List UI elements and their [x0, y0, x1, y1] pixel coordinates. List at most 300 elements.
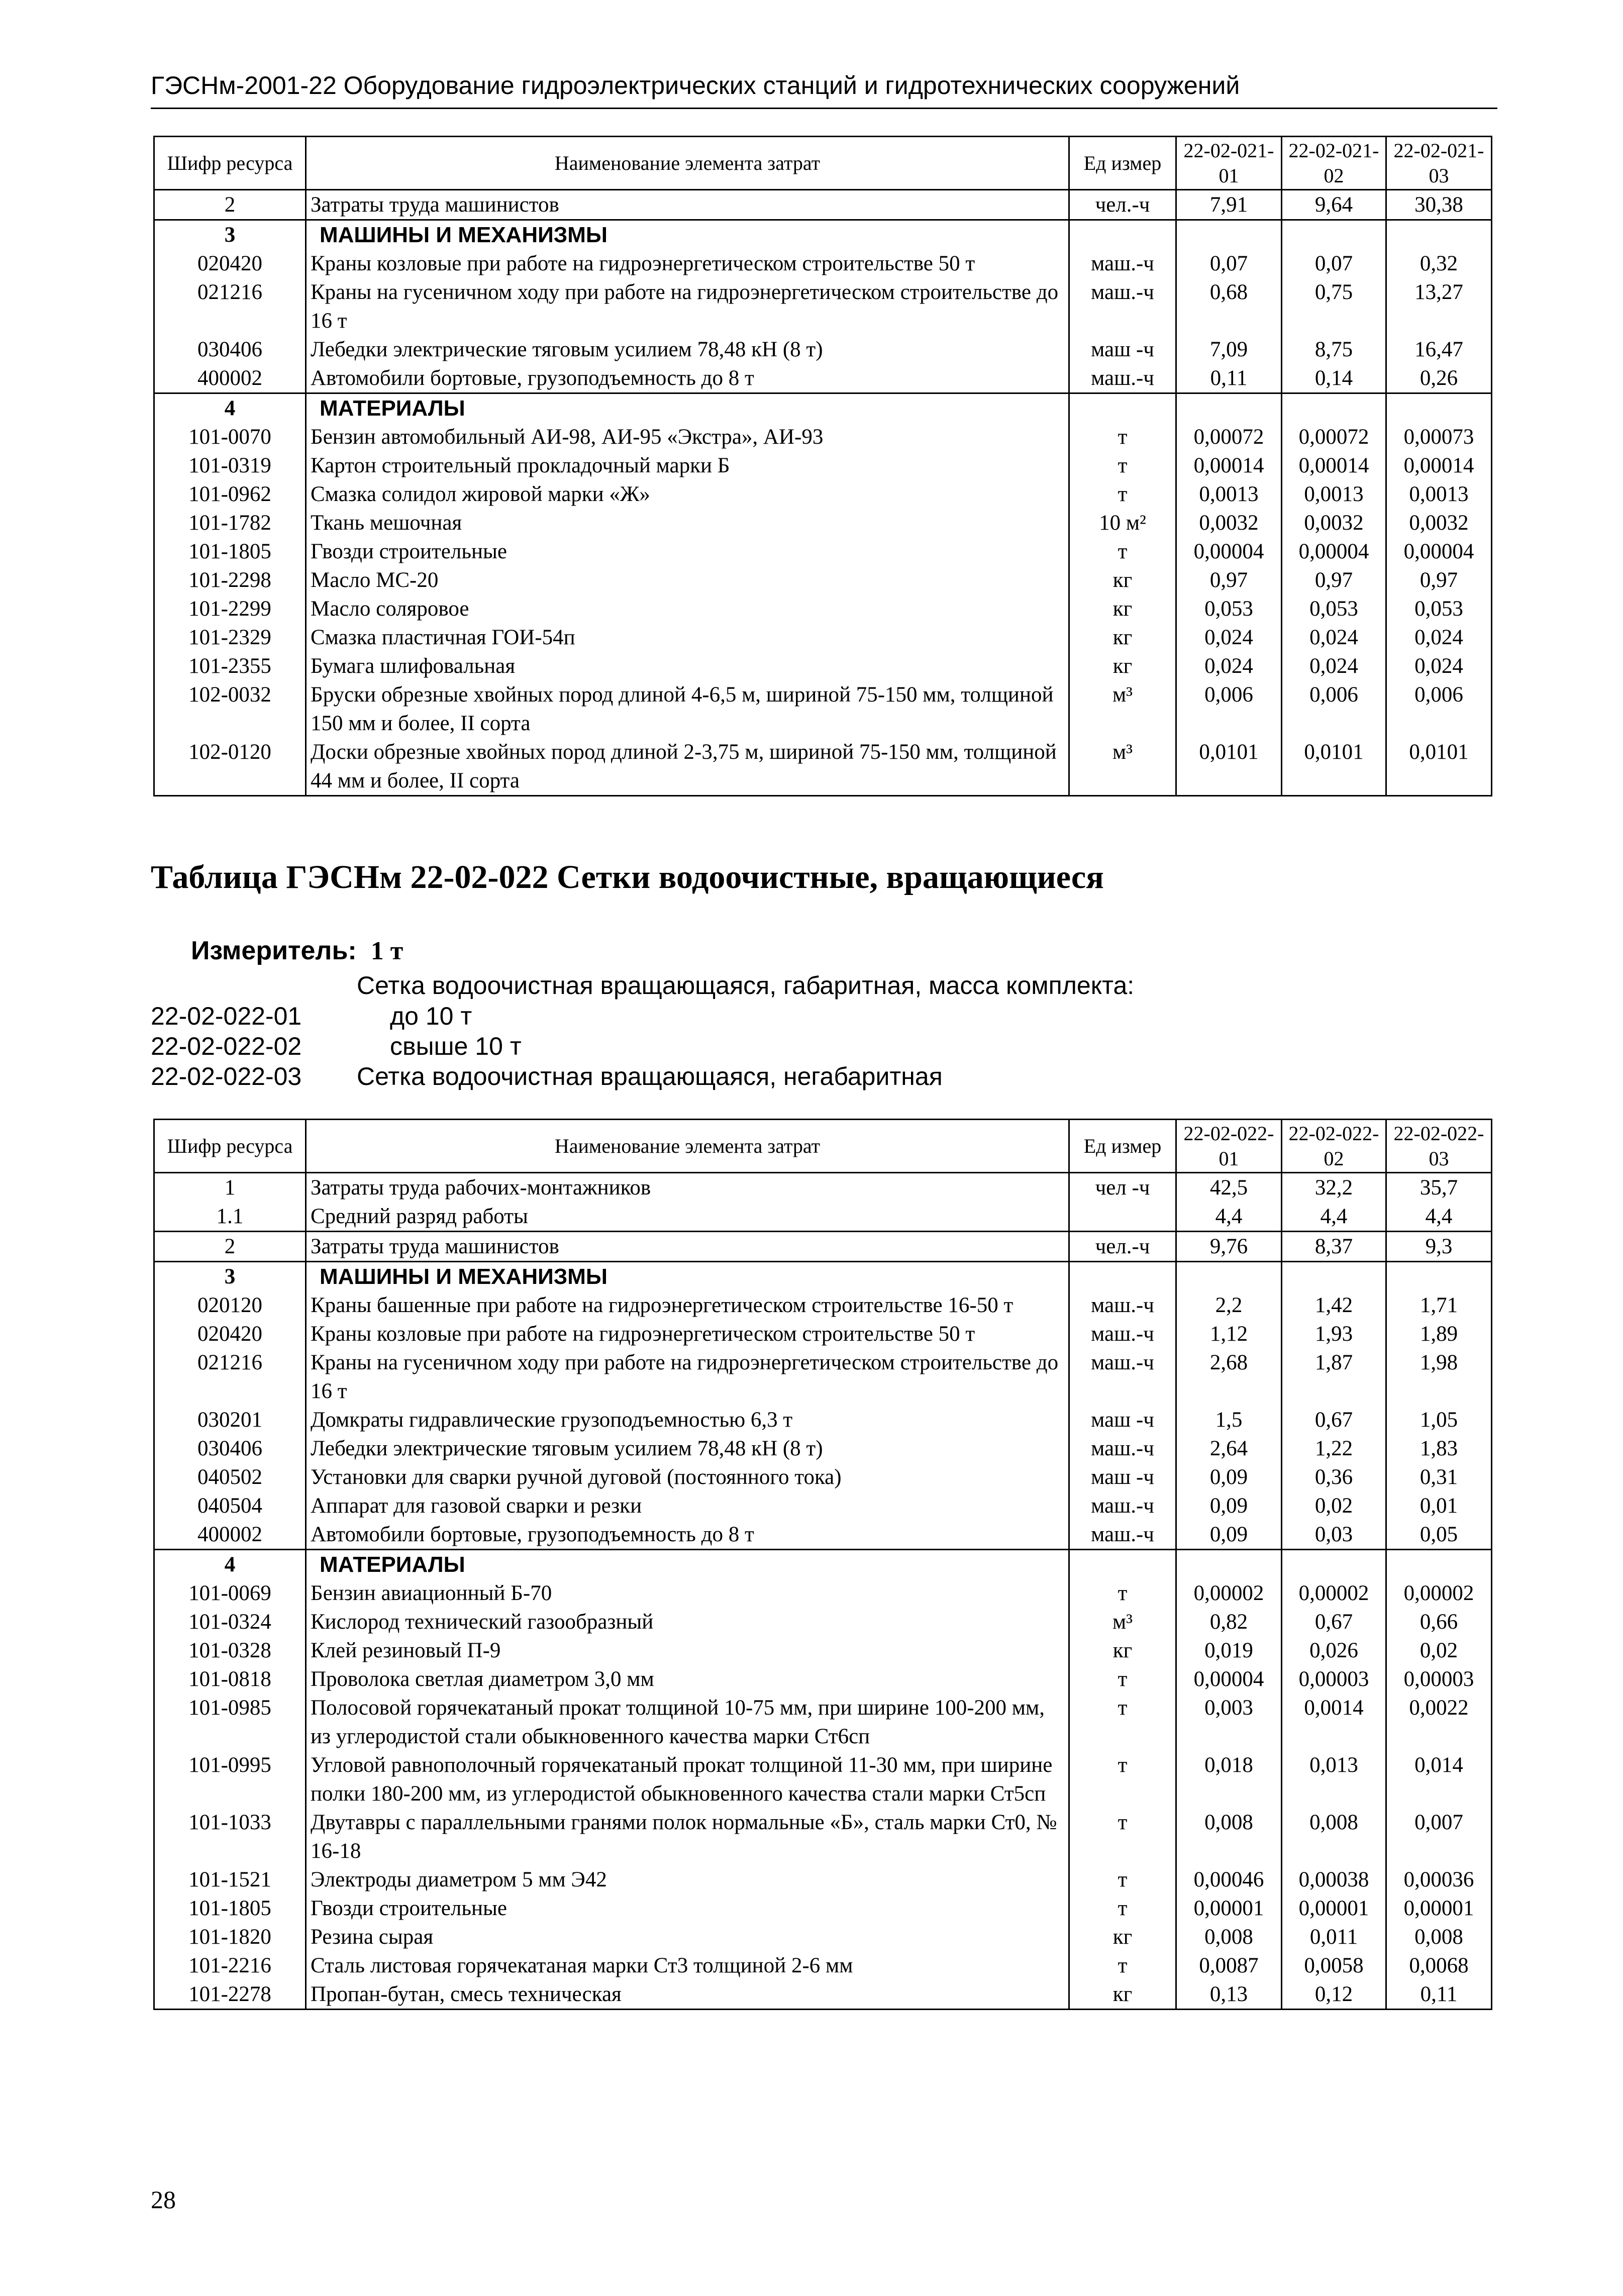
unit-of-measure: т: [1069, 1865, 1176, 1894]
unit-of-measure: кг: [1069, 623, 1176, 652]
header-col-1: 22-02-022-01: [1176, 1120, 1282, 1173]
resource-code: 040504: [154, 1491, 306, 1520]
resource-table-22-02-022: [153, 1119, 1492, 2010]
resource-name: Угловой равнополочный горячекатаный прокат толщиной 11-30 мм, при ширине полки 180-200 мм, из углеродистой обыкновенного качества стали марки Ст5сп: [306, 1751, 1069, 1808]
resource-row: [154, 335, 1492, 364]
value-col-2: 0,006: [1282, 680, 1386, 738]
resource-code: 101-0319: [154, 451, 306, 480]
value-col-3: 35,7: [1386, 1173, 1492, 1203]
value-col-2: 0,67: [1282, 1406, 1386, 1434]
variant-text: до 10 т: [390, 1002, 472, 1030]
value-col-1: 0,00004: [1176, 537, 1282, 566]
value-col-3: [1386, 1262, 1492, 1291]
resource-code: 102-0120: [154, 738, 306, 796]
unit-of-measure: т: [1069, 1894, 1176, 1923]
variant-code: 22-02-022-01: [151, 1002, 302, 1030]
value-col-2: 0,75: [1282, 278, 1386, 335]
page-number: 28: [151, 2185, 176, 2214]
unit-of-measure: кг: [1069, 1923, 1176, 1951]
resource-code: 021216: [154, 278, 306, 335]
unit-of-measure: маш -ч: [1069, 335, 1176, 364]
resource-name: Картон строительный прокладочный марки Б: [306, 451, 1069, 480]
resource-name: Бензин авиационный Б-70: [306, 1579, 1069, 1608]
value-col-2: 0,026: [1282, 1636, 1386, 1665]
resource-name: Масло МС-20: [306, 566, 1069, 594]
resource-code: 400002: [154, 364, 306, 393]
resource-name: Клей резиновый П-9: [306, 1636, 1069, 1665]
value-col-3: 0,00002: [1386, 1579, 1492, 1608]
value-col-2: 0,024: [1282, 652, 1386, 680]
unit-of-measure: маш.-ч: [1069, 1434, 1176, 1463]
meter-value: 1 т: [370, 937, 403, 965]
value-col-3: 0,02: [1386, 1636, 1492, 1665]
value-col-3: 0,00073: [1386, 423, 1492, 451]
value-col-1: 0,053: [1176, 594, 1282, 623]
value-col-2: 0,0058: [1282, 1951, 1386, 1980]
unit-of-measure: кг: [1069, 652, 1176, 680]
value-col-2: 0,36: [1282, 1463, 1386, 1491]
value-col-3: 0,11: [1386, 1980, 1492, 2010]
value-col-1: [1176, 1550, 1282, 1579]
variant-code: 22-02-022-02: [151, 1032, 302, 1060]
value-col-2: 32,2: [1282, 1173, 1386, 1203]
resource-name: МАТЕРИАЛЫ: [306, 393, 1069, 423]
value-col-3: 0,0022: [1386, 1693, 1492, 1751]
resource-name: МАШИНЫ И МЕХАНИЗМЫ: [306, 220, 1069, 250]
resource-name: Домкраты гидравлические грузоподъемностью 6,3 т: [306, 1406, 1069, 1434]
resource-name: Смазка солидол жировой марки «Ж»: [306, 480, 1069, 509]
unit-of-measure: м³: [1069, 738, 1176, 796]
unit-of-measure: т: [1069, 480, 1176, 509]
resource-code: 101-1521: [154, 1865, 306, 1894]
value-col-2: 1,93: [1282, 1320, 1386, 1348]
value-col-1: 1,5: [1176, 1406, 1282, 1434]
unit-of-measure: т: [1069, 1579, 1176, 1608]
value-col-3: 0,26: [1386, 364, 1492, 393]
resource-name: Доски обрезные хвойных пород длиной 2-3,75 м, шириной 75-150 мм, толщиной 44 мм и более, II сорта: [306, 738, 1069, 796]
resource-row: [154, 1693, 1492, 1751]
section-header-row: [154, 220, 1492, 250]
header-col-2: 22-02-022-02: [1282, 1120, 1386, 1173]
table-header-row: [154, 1120, 1492, 1173]
value-col-1: 0,00046: [1176, 1865, 1282, 1894]
value-col-2: 0,00014: [1282, 451, 1386, 480]
header-col-2: 22-02-021-02: [1282, 137, 1386, 190]
resource-code: 1: [154, 1173, 306, 1203]
resource-row: [154, 364, 1492, 393]
resource-code: 2: [154, 190, 306, 220]
variant-text: свыше 10 т: [390, 1032, 522, 1060]
value-col-1: 7,91: [1176, 190, 1282, 220]
value-col-1: 0,00001: [1176, 1894, 1282, 1923]
table-header-row: [154, 137, 1492, 190]
value-col-1: 0,0101: [1176, 738, 1282, 796]
value-col-2: 0,07: [1282, 249, 1386, 278]
unit-of-measure: маш -ч: [1069, 1463, 1176, 1491]
value-col-2: [1282, 1550, 1386, 1579]
unit-of-measure: маш.-ч: [1069, 249, 1176, 278]
resource-row: [154, 1202, 1492, 1232]
resource-name: Бензин автомобильный АИ-98, АИ-95 «Экстра», АИ-93: [306, 423, 1069, 451]
unit-of-measure: [1069, 220, 1176, 250]
unit-of-measure: маш.-ч: [1069, 1491, 1176, 1520]
resource-name: Масло соляровое: [306, 594, 1069, 623]
resource-code: 101-0962: [154, 480, 306, 509]
resource-code: 030406: [154, 1434, 306, 1463]
unit-of-measure: т: [1069, 1665, 1176, 1693]
unit-of-measure: т: [1069, 423, 1176, 451]
header-unit: Ед измер: [1069, 1120, 1176, 1173]
resource-name: Краны козловые при работе на гидроэнергетическом строительстве 50 т: [306, 249, 1069, 278]
resource-name: Гвозди строительные: [306, 537, 1069, 566]
resource-code: 101-1805: [154, 1894, 306, 1923]
value-col-2: 0,0032: [1282, 509, 1386, 537]
resource-row: [154, 190, 1492, 220]
value-col-1: [1176, 1262, 1282, 1291]
unit-of-measure: [1069, 1202, 1176, 1232]
resource-row: [154, 1173, 1492, 1203]
header-name: Наименование элемента затрат: [306, 137, 1069, 190]
resource-name: Лебедки электрические тяговым усилием 78,48 кН (8 т): [306, 1434, 1069, 1463]
value-col-2: 0,0101: [1282, 738, 1386, 796]
resource-name: Краны на гусеничном ходу при работе на гидроэнергетическом строительстве до 16 т: [306, 278, 1069, 335]
value-col-2: 8,37: [1282, 1232, 1386, 1262]
resource-code: 101-0985: [154, 1693, 306, 1751]
unit-of-measure: кг: [1069, 594, 1176, 623]
resource-row: [154, 1348, 1492, 1406]
value-col-2: 0,67: [1282, 1608, 1386, 1636]
value-col-1: 0,024: [1176, 623, 1282, 652]
unit-of-measure: чел -ч: [1069, 1173, 1176, 1203]
value-col-3: 9,3: [1386, 1232, 1492, 1262]
value-col-1: 0,09: [1176, 1463, 1282, 1491]
header-code: Шифр ресурса: [154, 1120, 306, 1173]
resource-code: 101-0070: [154, 423, 306, 451]
value-col-3: 0,014: [1386, 1751, 1492, 1808]
resource-name: Двутавры с параллельными гранями полок нормальные «Б», сталь марки Ст0, № 16-18: [306, 1808, 1069, 1865]
value-col-1: 0,11: [1176, 364, 1282, 393]
resource-row: [154, 623, 1492, 652]
unit-of-measure: т: [1069, 1751, 1176, 1808]
resource-code: 020420: [154, 249, 306, 278]
value-col-2: 1,22: [1282, 1434, 1386, 1463]
resource-row: [154, 480, 1492, 509]
value-col-3: 0,0013: [1386, 480, 1492, 509]
resource-name: Кислород технический газообразный: [306, 1608, 1069, 1636]
value-col-2: [1282, 1262, 1386, 1291]
resource-row: [154, 1665, 1492, 1693]
resource-row: [154, 1291, 1492, 1320]
value-col-1: 0,003: [1176, 1693, 1282, 1751]
value-col-1: 4,4: [1176, 1202, 1282, 1232]
value-col-1: 1,12: [1176, 1320, 1282, 1348]
value-col-3: 0,00001: [1386, 1894, 1492, 1923]
value-col-3: 1,89: [1386, 1320, 1492, 1348]
value-col-1: 0,0087: [1176, 1951, 1282, 1980]
resource-name: Аппарат для газовой сварки и резки: [306, 1491, 1069, 1520]
value-col-1: [1176, 220, 1282, 250]
variant-text: Сетка водоочистная вращающаяся, негабаритная: [357, 1062, 943, 1090]
value-col-3: 16,47: [1386, 335, 1492, 364]
value-col-1: 0,00002: [1176, 1579, 1282, 1608]
value-col-1: 7,09: [1176, 335, 1282, 364]
header-name: Наименование элемента затрат: [306, 1120, 1069, 1173]
resource-name: Ткань мешочная: [306, 509, 1069, 537]
resource-code: 101-0995: [154, 1751, 306, 1808]
value-col-3: 0,05: [1386, 1520, 1492, 1550]
resource-row: [154, 566, 1492, 594]
resource-name: Смазка пластичная ГОИ-54п: [306, 623, 1069, 652]
resource-code: 101-1820: [154, 1923, 306, 1951]
resource-row: [154, 1636, 1492, 1665]
value-col-1: 9,76: [1176, 1232, 1282, 1262]
resource-code: 101-2216: [154, 1951, 306, 1980]
resource-name: Средний разряд работы: [306, 1202, 1069, 1232]
resource-code: 101-1782: [154, 509, 306, 537]
header-code: Шифр ресурса: [154, 137, 306, 190]
unit-of-measure: т: [1069, 451, 1176, 480]
value-col-2: [1282, 220, 1386, 250]
value-col-3: 0,01: [1386, 1491, 1492, 1520]
resource-row: [154, 1923, 1492, 1951]
value-col-3: 0,32: [1386, 249, 1492, 278]
resource-row: [154, 509, 1492, 537]
unit-of-measure: [1069, 1550, 1176, 1579]
resource-row: [154, 738, 1492, 796]
resource-name: Лебедки электрические тяговым усилием 78,48 кН (8 т): [306, 335, 1069, 364]
value-col-3: 30,38: [1386, 190, 1492, 220]
value-col-2: 0,00003: [1282, 1665, 1386, 1693]
value-col-3: 0,66: [1386, 1608, 1492, 1636]
section-header-row: [154, 1550, 1492, 1579]
value-col-1: 0,07: [1176, 249, 1282, 278]
value-col-1: 0,024: [1176, 652, 1282, 680]
value-col-2: 0,00072: [1282, 423, 1386, 451]
value-col-1: 0,97: [1176, 566, 1282, 594]
resource-row: [154, 1980, 1492, 2010]
resource-code: 102-0032: [154, 680, 306, 738]
value-col-2: 0,03: [1282, 1520, 1386, 1550]
resource-code: 030201: [154, 1406, 306, 1434]
value-col-3: 0,0068: [1386, 1951, 1492, 1980]
resource-code: 101-0324: [154, 1608, 306, 1636]
resource-name: Затраты труда рабочих-монтажников: [306, 1173, 1069, 1203]
resource-code: 101-2298: [154, 566, 306, 594]
resource-code: 101-2355: [154, 652, 306, 680]
value-col-3: 0,053: [1386, 594, 1492, 623]
value-col-1: 0,13: [1176, 1980, 1282, 2010]
unit-of-measure: чел.-ч: [1069, 190, 1176, 220]
resource-name: Резина сырая: [306, 1923, 1069, 1951]
unit-of-measure: т: [1069, 1951, 1176, 1980]
resource-code: 101-0818: [154, 1665, 306, 1693]
running-header: ГЭСНм-2001-22 Оборудование гидроэлектрических станций и гидротехнических сооружений: [151, 70, 1497, 109]
resource-code: 400002: [154, 1520, 306, 1550]
value-col-2: 1,87: [1282, 1348, 1386, 1406]
resource-name: Полосовой горячекатаный прокат толщиной 10-75 мм, при ширине 100-200 мм, из углеродистой стали обыкновенного качества марки Ст6сп: [306, 1693, 1069, 1751]
value-col-2: 0,0013: [1282, 480, 1386, 509]
resource-name: Краны козловые при работе на гидроэнергетическом строительстве 50 т: [306, 1320, 1069, 1348]
unit-of-measure: маш.-ч: [1069, 1348, 1176, 1406]
header-unit: Ед измер: [1069, 137, 1176, 190]
value-col-1: 0,0013: [1176, 480, 1282, 509]
resource-row: [154, 680, 1492, 738]
unit-of-measure: маш -ч: [1069, 1406, 1176, 1434]
value-col-2: 8,75: [1282, 335, 1386, 364]
resource-code: 101-1033: [154, 1808, 306, 1865]
resource-row: [154, 1232, 1492, 1262]
value-col-1: 0,018: [1176, 1751, 1282, 1808]
resource-row: [154, 1434, 1492, 1463]
resource-row: [154, 278, 1492, 335]
resource-code: 021216: [154, 1348, 306, 1406]
value-col-3: 0,024: [1386, 652, 1492, 680]
resource-row: [154, 537, 1492, 566]
value-col-3: 0,00003: [1386, 1665, 1492, 1693]
value-col-2: [1282, 393, 1386, 423]
resource-code: 3: [154, 220, 306, 250]
resource-row: [154, 1463, 1492, 1491]
value-col-1: 0,82: [1176, 1608, 1282, 1636]
value-col-2: 0,008: [1282, 1808, 1386, 1865]
table-title: Таблица ГЭСНм 22-02-022 Сетки водоочистные, вращающиеся: [151, 859, 1104, 895]
unit-of-measure: маш.-ч: [1069, 1520, 1176, 1550]
resource-row: [154, 1894, 1492, 1923]
section-header-row: [154, 393, 1492, 423]
unit-of-measure: т: [1069, 537, 1176, 566]
resource-code: 101-1805: [154, 537, 306, 566]
resource-name: Гвозди строительные: [306, 1894, 1069, 1923]
value-col-1: 0,0032: [1176, 509, 1282, 537]
value-col-3: [1386, 1550, 1492, 1579]
resource-row: [154, 594, 1492, 623]
resource-code: 101-2329: [154, 623, 306, 652]
value-col-3: [1386, 220, 1492, 250]
value-col-1: [1176, 393, 1282, 423]
resource-code: 101-2278: [154, 1980, 306, 2010]
unit-of-measure: м³: [1069, 680, 1176, 738]
value-col-3: 0,31: [1386, 1463, 1492, 1491]
resource-row: [154, 1865, 1492, 1894]
value-col-1: 0,00004: [1176, 1665, 1282, 1693]
resource-row: [154, 1579, 1492, 1608]
value-col-3: 1,83: [1386, 1434, 1492, 1463]
resource-row: [154, 1320, 1492, 1348]
value-col-1: 2,68: [1176, 1348, 1282, 1406]
value-col-3: 1,71: [1386, 1291, 1492, 1320]
resource-row: [154, 423, 1492, 451]
resource-name: Пропан-бутан, смесь техническая: [306, 1980, 1069, 2010]
resource-code: 2: [154, 1232, 306, 1262]
resource-name: Бумага шлифовальная: [306, 652, 1069, 680]
value-col-3: 0,0032: [1386, 509, 1492, 537]
value-col-2: 0,00038: [1282, 1865, 1386, 1894]
resource-table-22-02-021: [153, 136, 1492, 796]
unit-of-measure: маш.-ч: [1069, 1291, 1176, 1320]
resource-name: Краны башенные при работе на гидроэнергетическом строительстве 16-50 т: [306, 1291, 1069, 1320]
unit-of-measure: м³: [1069, 1608, 1176, 1636]
unit-of-measure: маш.-ч: [1069, 278, 1176, 335]
unit-of-measure: маш.-ч: [1069, 364, 1176, 393]
resource-name: Автомобили бортовые, грузоподъемность до 8 т: [306, 364, 1069, 393]
value-col-2: 0,02: [1282, 1491, 1386, 1520]
value-col-2: 4,4: [1282, 1202, 1386, 1232]
value-col-2: 0,024: [1282, 623, 1386, 652]
value-col-1: 0,006: [1176, 680, 1282, 738]
unit-of-measure: маш.-ч: [1069, 1320, 1176, 1348]
unit-of-measure: [1069, 393, 1176, 423]
resource-name: МАТЕРИАЛЫ: [306, 1550, 1069, 1579]
value-col-3: 1,98: [1386, 1348, 1492, 1406]
value-col-1: 0,019: [1176, 1636, 1282, 1665]
resource-code: 101-0328: [154, 1636, 306, 1665]
unit-of-measure: [1069, 1262, 1176, 1291]
value-col-2: 0,00002: [1282, 1579, 1386, 1608]
resource-name: Автомобили бортовые, грузоподъемность до 8 т: [306, 1520, 1069, 1550]
resource-name: Бруски обрезные хвойных пород длиной 4-6,5 м, шириной 75-150 мм, толщиной 150 мм и более, II сорта: [306, 680, 1069, 738]
resource-code: 030406: [154, 335, 306, 364]
value-col-1: 0,008: [1176, 1923, 1282, 1951]
resource-name: Сталь листовая горячекатаная марки Ст3 толщиной 2-6 мм: [306, 1951, 1069, 1980]
resource-code: 020120: [154, 1291, 306, 1320]
value-col-3: 0,00004: [1386, 537, 1492, 566]
resource-row: [154, 1808, 1492, 1865]
value-col-1: 42,5: [1176, 1173, 1282, 1203]
value-col-2: 0,97: [1282, 566, 1386, 594]
meter-label: Измеритель:: [191, 936, 357, 965]
resource-code: 101-2299: [154, 594, 306, 623]
unit-of-measure: т: [1069, 1808, 1176, 1865]
value-col-1: 0,09: [1176, 1491, 1282, 1520]
value-col-3: 13,27: [1386, 278, 1492, 335]
value-col-2: 0,00001: [1282, 1894, 1386, 1923]
header-col-3: 22-02-021-03: [1386, 137, 1492, 190]
resource-name: Установки для сварки ручной дуговой (постоянного тока): [306, 1463, 1069, 1491]
resource-code: 4: [154, 393, 306, 423]
value-col-3: [1386, 393, 1492, 423]
unit-of-measure: т: [1069, 1693, 1176, 1751]
resource-name: Затраты труда машинистов: [306, 1232, 1069, 1262]
resource-name: Проволока светлая диаметром 3,0 мм: [306, 1665, 1069, 1693]
value-col-2: 0,013: [1282, 1751, 1386, 1808]
value-col-1: 2,2: [1176, 1291, 1282, 1320]
resource-name: Электроды диаметром 5 мм Э42: [306, 1865, 1069, 1894]
resource-code: 3: [154, 1262, 306, 1291]
unit-of-measure: 10 м²: [1069, 509, 1176, 537]
value-col-2: 0,00004: [1282, 537, 1386, 566]
resource-row: [154, 1520, 1492, 1550]
value-col-3: 0,024: [1386, 623, 1492, 652]
value-col-1: 0,68: [1176, 278, 1282, 335]
resource-row: [154, 1751, 1492, 1808]
resource-row: [154, 652, 1492, 680]
resource-code: 101-0069: [154, 1579, 306, 1608]
resource-row: [154, 1491, 1492, 1520]
value-col-1: 0,008: [1176, 1808, 1282, 1865]
resource-code: 040502: [154, 1463, 306, 1491]
resource-name: Краны на гусеничном ходу при работе на гидроэнергетическом строительстве до 16 т: [306, 1348, 1069, 1406]
value-col-1: 0,00072: [1176, 423, 1282, 451]
value-col-1: 0,09: [1176, 1520, 1282, 1550]
value-col-2: 9,64: [1282, 190, 1386, 220]
value-col-2: 0,0014: [1282, 1693, 1386, 1751]
value-col-1: 0,00014: [1176, 451, 1282, 480]
unit-of-measure: кг: [1069, 1636, 1176, 1665]
value-col-3: 0,97: [1386, 566, 1492, 594]
unit-of-measure: чел.-ч: [1069, 1232, 1176, 1262]
resource-name: Затраты труда машинистов: [306, 190, 1069, 220]
resource-row: [154, 451, 1492, 480]
